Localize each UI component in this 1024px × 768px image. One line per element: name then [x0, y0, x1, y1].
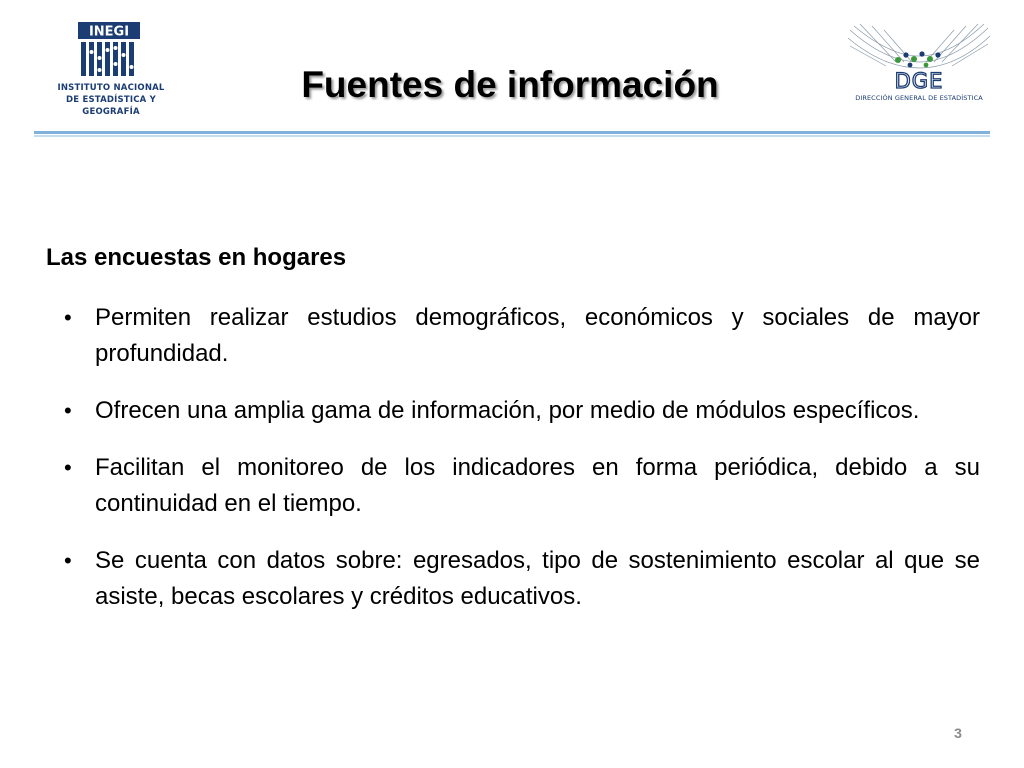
inegi-logo-mark-icon	[78, 22, 140, 78]
bullet-icon: •	[64, 455, 72, 480]
inegi-logo	[36, 22, 186, 117]
inegi-name-line1: INSTITUTO NACIONAL	[57, 83, 165, 93]
slide-title: Fuentes de información	[301, 64, 719, 105]
bullet-item	[62, 450, 980, 522]
bullet-item	[62, 393, 980, 429]
dge-name: DIRECCIÓN GENERAL DE ESTADÍSTICA	[855, 94, 983, 102]
page-number: 3	[954, 725, 962, 741]
bullet-text: Se cuenta con datos sobre: egresados, tipo de sostenimiento escolar al que se asiste, becas escolares y créditos educativos.	[95, 547, 980, 610]
svg-text:DGE: DGE	[894, 69, 944, 93]
bullet-icon: •	[64, 305, 72, 330]
dge-logo	[846, 22, 992, 110]
svg-text:INEGI: INEGI	[88, 24, 130, 40]
bullet-item	[62, 300, 980, 372]
bullet-list	[62, 300, 980, 636]
bullet-item	[62, 543, 980, 615]
bullet-text: Permiten realizar estudios demográficos, económicos y sociales de mayor profundidad.	[95, 304, 980, 367]
bullet-text: Facilitan el monitoreo de los indicadores en forma periódica, debido a su continuidad en el tiempo.	[95, 454, 980, 517]
dge-logo-mark-icon	[846, 22, 992, 94]
inegi-name-line2: DE ESTADÍSTICA Y GEOGRAFÍA	[66, 95, 156, 117]
bullet-text: Ofrecen una amplia gama de información, por medio de módulos específicos.	[95, 397, 920, 424]
bullet-icon: •	[64, 398, 72, 423]
bullet-icon: •	[64, 548, 72, 573]
header-divider	[34, 131, 990, 137]
section-subtitle: Las encuestas en hogares	[46, 244, 347, 271]
